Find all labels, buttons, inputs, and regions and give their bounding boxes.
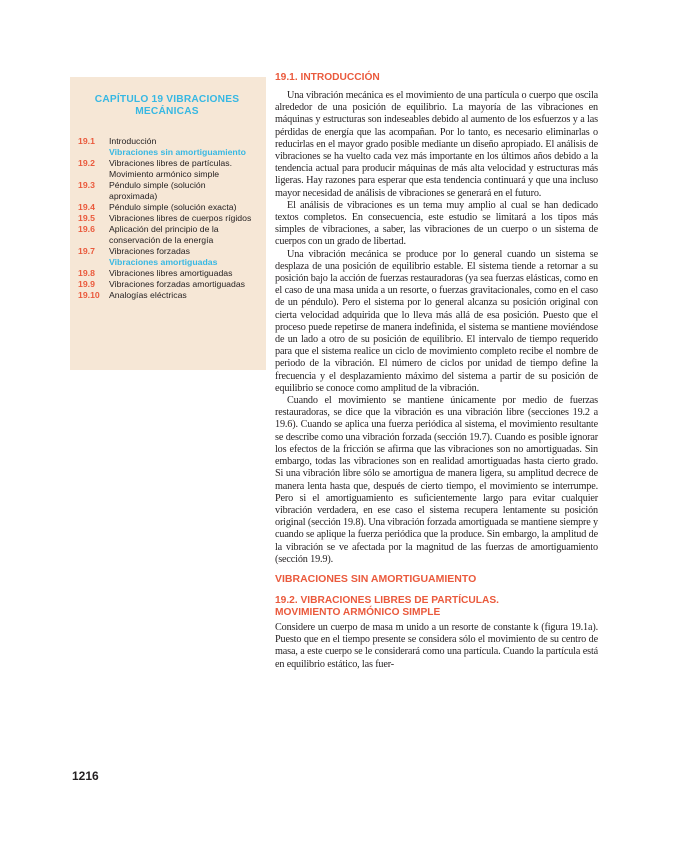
toc-item [78,213,256,224]
intro-paragraph-4: Cuando el movimiento se mantiene únicamente por medio de fuerzas restauradoras, se dice que la vibración es una vibración libre (secciones 19.2 a 19.6). Cuando se aplica una fuerza periódica al sistema, el movimiento resultante se describe como una vibración forzada (sección 19.7). Cuando es posible ignorar los efectos de la fricción se afirma que las vibraciones son no amortiguadas. Sin embargo, todas las vibraciones son en realidad amortiguadas hasta cierto grado. Si una vibración libre sólo se amortigua de manera ligera, su amplitud decrece de manera lenta hasta que, después de cierto tiempo, el movimiento se interrumpe. Pero si el amortiguamiento es suficientemente largo para evitar cualquier vibración verdadera, en ese caso el sistema recupera lentamente su posición original (sección 19.8). Una vibración forzada amortiguada se mantiene siempre y cuando se aplique la fuerza periódica que la produce. Sin embargo, la amplitud de la vibración se ve afectada por la magnitud de las fuerzas de amortiguamiento (sección 19.9). [275,395,598,565]
toc-number: 19.7 [78,246,95,256]
toc-number [78,257,109,268]
toc-label: Vibraciones sin amortiguamiento [109,147,246,157]
toc-item [78,268,256,279]
section-heading-introduccion: 19.1. INTRODUCCIÓN [275,72,380,83]
intro-paragraph-1: Una vibración mecánica es el movimiento de una partícula o cuerpo que oscila alrededor de una posición de equilibrio. La mayoría de las vibraciones en máquinas y estructuras son indeseables debido al aumento de los esfuerzos y a las pérdidas de energía que las acompañan. Por lo tanto, es necesario eliminarlas o reducirlas en el mayor grado posible mediante un diseño apropiado. El análisis de vibraciones se ha vuelto cada vez más importante en los últimos años debido a la tendencia actual para producir máquinas de más alta velocidad y estructuras más ligeras. Hay razones para esperar que esta tendencia continuará y que una incluso mayor necesidad de análisis de vibraciones se generará en el futuro. [275,90,598,199]
section-heading-19-2-line2: MOVIMIENTO ARMÓNICO SIMPLE [275,606,441,618]
chapter-title: CAPÍTULO 19 VIBRACIONES MECÁNICAS [94,94,240,117]
toc-item [78,290,256,301]
toc-label: Péndulo simple (solución exacta) [109,202,237,212]
toc-number [78,147,109,158]
toc-number: 19.5 [78,213,95,223]
toc-label: Vibraciones libres amortiguadas [109,268,233,278]
toc-number: 19.3 [78,180,95,190]
page-number: 1216 [72,769,99,783]
toc-number: 19.1 [78,136,95,146]
toc-item [78,147,256,158]
toc-item [78,279,256,290]
section-heading-19-2-line1: 19.2. VIBRACIONES LIBRES DE PARTÍCULAS. [275,594,499,606]
toc-item [78,202,256,213]
toc-label: Vibraciones libres de partículas. Movimiento armónico simple [109,158,232,179]
toc-item [78,224,256,246]
toc-item [78,257,256,268]
toc-label: Introducción [109,136,157,146]
toc-item [78,158,256,180]
toc-item [78,246,256,257]
toc-label: Analogías eléctricas [109,290,187,300]
toc-label: Vibraciones forzadas amortiguadas [109,279,246,289]
toc-item [78,136,256,147]
part-heading: VIBRACIONES SIN AMORTIGUAMIENTO [275,572,477,585]
toc-label: Péndulo simple (solución aproximada) [109,180,206,201]
intro-paragraph-3: Una vibración mecánica se produce por lo general cuando un sistema se desplaza de una posición de equilibrio estable. El sistema tiende a retornar a su posición bajo la acción de fuerzas restauradoras (ya sea fuerzas elásticas, como en el caso de una masa unida a un resorte, o fuerzas gravitacionales, como en el caso de un péndulo). Pero el sistema por lo general alcanza su posición original con cierta velocidad adquirida que lo lleva más allá de esa posición. Puesto que el proceso puede repetirse de manera indefinida, el sistema se mantiene moviéndose de un lado a otro de su posición de equilibrio. El intervalo de tiempo requerido para que el sistema realice un ciclo de movimiento completo recibe el nombre de periodo de la vibración. El número de ciclos por unidad de tiempo define la frecuencia y el desplazamiento máximo del sistema a partir de su posición de equilibrio se conoce como amplitud de la vibración. [275,248,598,394]
toc-number: 19.10 [78,290,100,300]
chapter-contents-box [70,77,266,370]
toc-number: 19.8 [78,268,95,278]
toc-list [78,136,256,301]
toc-item [78,180,256,202]
main-column [275,72,598,671]
toc-label: Vibraciones libres de cuerpos rígidos [109,213,252,223]
toc-label: Vibraciones amortiguadas [109,257,218,267]
section-19-2-paragraph: Considere un cuerpo de masa m unido a un resorte de constante k (figura 19.1a). Puesto que en el tiempo presente se considera sólo el movimiento de su centro de masa, a este cuerpo se le considerará como una partícula. Cuando la partícula está en equilibrio estático, las fuer- [275,621,598,670]
toc-number: 19.4 [78,202,95,212]
toc-number: 19.9 [78,279,95,289]
toc-number: 19.6 [78,224,95,234]
toc-label: Aplicación del principio de la conservación de la energía [109,224,219,245]
intro-paragraph-2: El análisis de vibraciones es un tema muy amplio al cual se han dedicado textos completos. En consecuencia, este estudio se limitará a los tipos más simples de vibraciones, a saber, las vibraciones de un cuerpo o un sistema de cuerpos con un grado de libertad. [275,199,598,248]
toc-label: Vibraciones forzadas [109,246,190,256]
toc-number: 19.2 [78,158,95,168]
